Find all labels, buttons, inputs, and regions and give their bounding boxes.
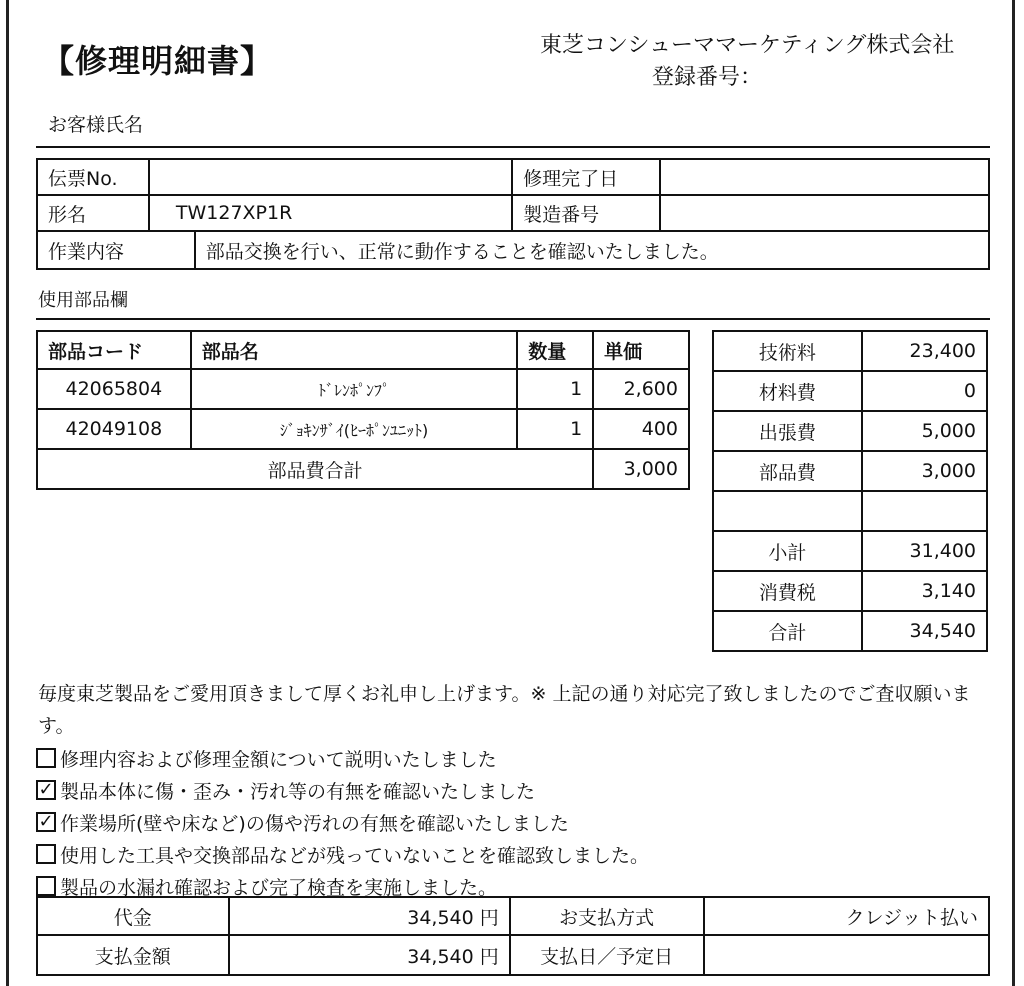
fee-label: 合計 <box>713 611 862 651</box>
parts-header-row <box>37 331 689 369</box>
payment-method-value: クレジット払い <box>704 897 989 935</box>
checkbox[interactable]: ✓ <box>36 812 56 832</box>
work-label: 作業内容 <box>37 231 195 269</box>
parts-section-underline <box>36 318 990 320</box>
fee-label: 部品費 <box>713 451 862 491</box>
page-edge-left <box>6 0 9 986</box>
fee-value: 34,540 <box>862 611 987 651</box>
fee-row <box>713 451 987 491</box>
amount-label: 支払金額 <box>37 935 229 975</box>
checklist <box>36 742 649 902</box>
checkbox[interactable] <box>36 748 56 768</box>
checklist-text: 修理内容および修理金額について説明いたしました <box>60 748 497 771</box>
table-row <box>37 409 689 449</box>
slip-value <box>149 159 512 195</box>
part-code: 42049108 <box>37 409 191 449</box>
part-name: ｼﾞｮｷﾝｻﾞｲ(ﾋｰﾎﾟﾝﾕﾆｯﾄ) <box>191 409 518 449</box>
completion-date-value <box>660 159 989 195</box>
info-row-work <box>37 231 989 269</box>
fee-row <box>713 531 987 571</box>
info-table <box>36 158 990 270</box>
payment-row <box>37 897 989 935</box>
customer-name-label: お客様氏名 <box>48 114 144 136</box>
thank-you-notice: 毎度東芝製品をご愛用頂きまして厚くお礼申し上げます。※ 上記の通り対応完了致しましたのでご査収願います。 <box>38 683 971 737</box>
price-value: 34,540 円 <box>229 897 510 935</box>
checkbox[interactable] <box>36 844 56 864</box>
price-label: 代金 <box>37 897 229 935</box>
page-edge-right <box>1012 0 1015 986</box>
part-qty: 1 <box>517 369 593 409</box>
part-name: ﾄﾞﾚﾝﾎﾟﾝﾌﾟ <box>191 369 518 409</box>
fee-value <box>862 491 987 531</box>
checklist-text: 製品本体に傷・歪み・汚れ等の有無を確認いたしました <box>60 780 536 803</box>
parts-price-header: 単価 <box>593 331 689 369</box>
document-title: 【修理明細書】 <box>42 42 274 80</box>
checklist-text: 使用した工具や交換部品などが残っていないことを確認致しました。 <box>60 844 650 867</box>
fee-label: 出張費 <box>713 411 862 451</box>
fees-table <box>712 330 988 652</box>
fee-label: 技術料 <box>713 331 862 371</box>
registration-number-label: 登録番号： <box>652 65 763 90</box>
model-label: 形名 <box>37 195 149 231</box>
parts-section-label: 使用部品欄 <box>38 290 128 311</box>
payment-date-value <box>704 935 989 975</box>
checkbox[interactable] <box>36 876 56 896</box>
info-row-slip <box>37 159 989 195</box>
fee-value: 31,400 <box>862 531 987 571</box>
payment-table <box>36 896 990 976</box>
part-qty: 1 <box>517 409 593 449</box>
part-price: 400 <box>593 409 689 449</box>
parts-code-header: 部品コード <box>37 331 191 369</box>
parts-total-value: 3,000 <box>593 449 689 489</box>
payment-row <box>37 935 989 975</box>
fee-value: 3,000 <box>862 451 987 491</box>
fee-row <box>713 371 987 411</box>
serial-label: 製造番号 <box>512 195 660 231</box>
model-value: TW127XP1R <box>149 195 512 231</box>
part-price: 2,600 <box>593 369 689 409</box>
part-code: 42065804 <box>37 369 191 409</box>
fee-row <box>713 491 987 531</box>
fee-label <box>713 491 862 531</box>
fee-row <box>713 331 987 371</box>
fee-label: 小計 <box>713 531 862 571</box>
work-value: 部品交換を行い、正常に動作することを確認いたしました。 <box>195 231 989 269</box>
parts-table <box>36 330 690 490</box>
fee-row <box>713 611 987 651</box>
serial-value <box>660 195 989 231</box>
checklist-item <box>36 774 649 806</box>
fee-value: 5,000 <box>862 411 987 451</box>
payment-method-label: お支払方式 <box>510 897 704 935</box>
parts-qty-header: 数量 <box>517 331 593 369</box>
slip-label: 伝票No. <box>37 159 149 195</box>
checklist-item <box>36 806 649 838</box>
fee-label: 材料費 <box>713 371 862 411</box>
checkbox[interactable]: ✓ <box>36 780 56 800</box>
checklist-item <box>36 742 649 774</box>
table-row <box>37 369 689 409</box>
payment-date-label: 支払日／予定日 <box>510 935 704 975</box>
customer-underline <box>36 146 990 148</box>
checklist-text: 製品の水漏れ確認および完了検査を実施しました。 <box>60 876 498 899</box>
fee-value: 3,140 <box>862 571 987 611</box>
fee-value: 23,400 <box>862 331 987 371</box>
info-row-model <box>37 195 989 231</box>
parts-total-row <box>37 449 689 489</box>
completion-date-label: 修理完了日 <box>512 159 660 195</box>
fee-row <box>713 571 987 611</box>
fee-value: 0 <box>862 371 987 411</box>
checklist-item <box>36 838 649 870</box>
amount-value: 34,540 円 <box>229 935 510 975</box>
parts-total-label: 部品費合計 <box>37 449 593 489</box>
parts-name-header: 部品名 <box>191 331 518 369</box>
fee-row <box>713 411 987 451</box>
checklist-text: 作業場所(壁や床など)の傷や汚れの有無を確認いたしました <box>60 812 569 835</box>
company-name: 東芝コンシューママーケティング株式会社 <box>540 33 955 58</box>
fee-label: 消費税 <box>713 571 862 611</box>
